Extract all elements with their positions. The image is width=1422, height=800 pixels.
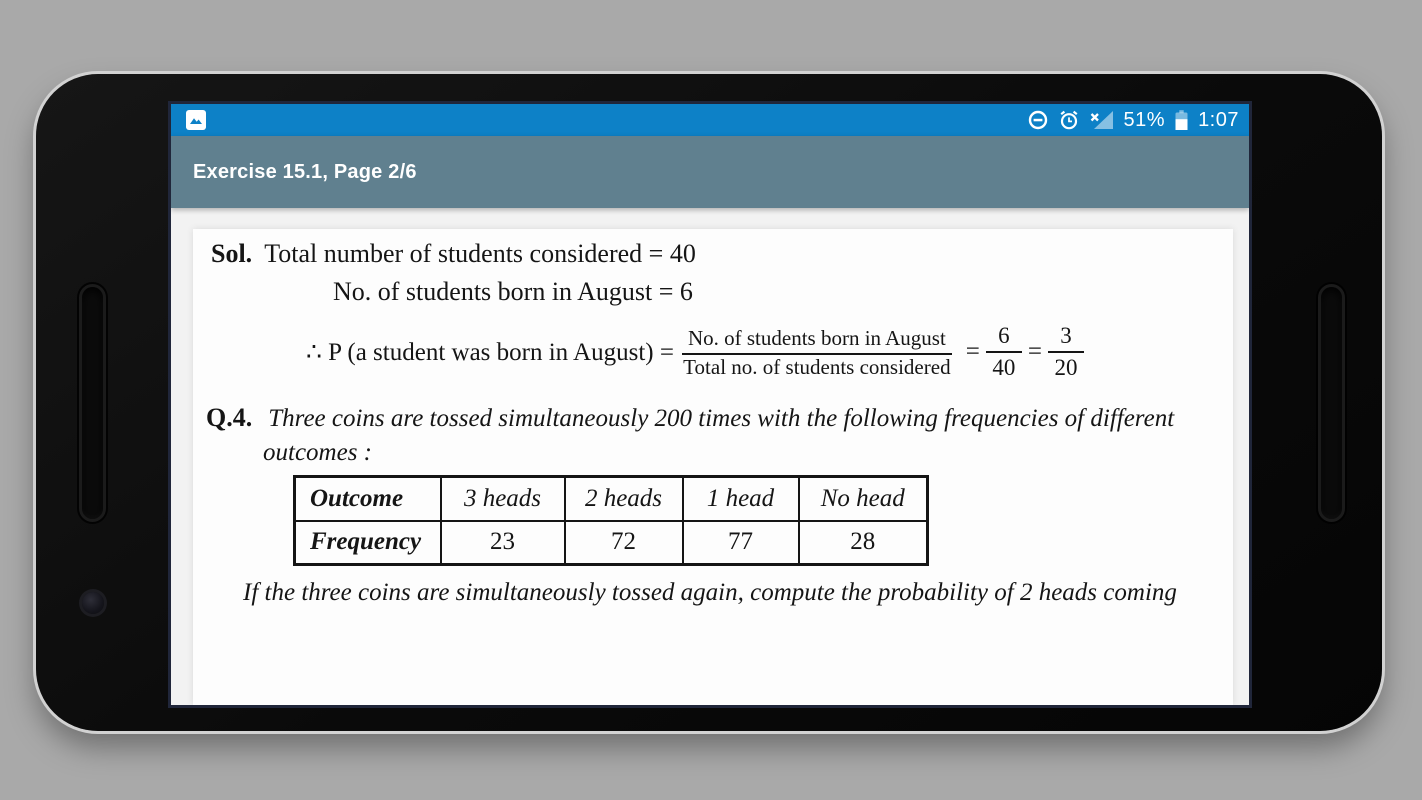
solution-line-1 (211, 239, 696, 269)
right-speaker-slot (1321, 287, 1342, 519)
mountain-image-icon (189, 113, 203, 127)
clock-time: 1:07 (1198, 108, 1239, 131)
footer-text: If the three coins are simultaneously tossed again, compute the probability of 2 heads coming (243, 579, 1177, 606)
table-cell-1-head: 1 head (683, 477, 799, 521)
fraction-3-20 (1048, 323, 1084, 382)
table-cell-freq-23: 23 (441, 521, 565, 565)
frequency-table (293, 475, 929, 566)
formula-lhs: ∴ P (a student was born in August) = (306, 339, 674, 367)
sol-text: Total number of students considered = 40 (264, 239, 696, 268)
gallery-notification-icon (186, 110, 206, 130)
content-viewport[interactable] (171, 208, 1249, 705)
table-cell-freq-28: 28 (799, 521, 928, 565)
fraction-numerator: No. of students born in August (682, 326, 952, 355)
q4-text-continued: outcomes : (263, 439, 372, 466)
table-cell-2-heads: 2 heads (565, 477, 683, 521)
q4-text: Three coins are tossed simultaneously 200 times with the following frequencies of different (268, 405, 1175, 432)
status-bar (171, 104, 1249, 136)
question-footer-line (243, 579, 1177, 607)
fraction-6-40 (986, 323, 1022, 382)
equals-sign-2: = (1027, 338, 1043, 366)
app-bar (171, 136, 1249, 208)
fraction2-denominator: 40 (992, 355, 1016, 381)
status-icons-cluster (1027, 108, 1239, 132)
fraction2-numerator: 6 (986, 323, 1022, 353)
front-camera (82, 592, 104, 614)
table-data-row (295, 521, 928, 565)
phone-frame (36, 74, 1382, 731)
fraction3-denominator: 20 (1054, 355, 1078, 381)
equals-sign: = (965, 338, 980, 366)
table-cell-frequency: Frequency (295, 521, 441, 565)
fraction3-numerator: 3 (1048, 323, 1084, 353)
document-page (193, 229, 1233, 705)
left-speaker-slot (82, 287, 103, 519)
alarm-icon (1058, 109, 1080, 131)
q4-label: Q.4. (206, 403, 253, 432)
question-4-line-2 (263, 439, 372, 467)
data-saver-icon (1027, 109, 1049, 131)
big-fraction (682, 325, 952, 381)
table-cell-freq-77: 77 (683, 521, 799, 565)
fraction-denominator: Total no. of students considered (683, 354, 951, 379)
table-cell-no-head: No head (799, 477, 928, 521)
table-header-row (295, 477, 928, 521)
page-title: Exercise 15.1, Page 2/6 (193, 160, 417, 183)
probability-formula (306, 323, 1084, 382)
battery-icon (1174, 109, 1189, 131)
sol-label: Sol. (211, 239, 253, 268)
table-cell-3-heads: 3 heads (441, 477, 565, 521)
solution-line-2: No. of students born in August = 6 (333, 277, 693, 306)
table-cell-freq-72: 72 (565, 521, 683, 565)
phone-screen (168, 101, 1252, 708)
no-signal-icon (1089, 108, 1115, 132)
question-4-line-1 (206, 403, 1174, 433)
table-cell-outcome: Outcome (295, 477, 441, 521)
battery-percent: 51% (1123, 108, 1166, 131)
